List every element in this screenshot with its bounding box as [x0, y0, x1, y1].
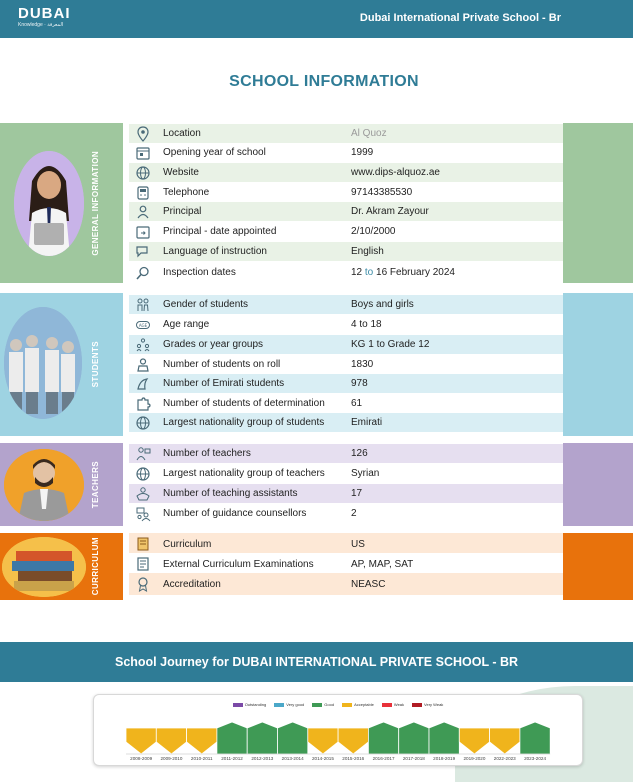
- rating-marker: [187, 728, 217, 754]
- info-value: 61: [351, 398, 363, 409]
- year-label: 2009-2010: [160, 756, 183, 761]
- info-label: Largest nationality group of students: [163, 417, 325, 428]
- info-value: 4 to 18: [351, 319, 382, 330]
- location-pin-icon: [135, 126, 151, 142]
- info-label: Principal: [163, 206, 202, 217]
- info-value: 978: [351, 378, 368, 389]
- legend-label: Very good: [286, 702, 305, 707]
- year-label: 2019-2020: [463, 756, 486, 761]
- info-label: Location: [163, 128, 201, 139]
- info-row: [129, 533, 563, 555]
- students-table: [129, 295, 563, 435]
- rating-marker: [278, 722, 308, 754]
- legend-swatch: [274, 703, 284, 707]
- grades-icon: [135, 337, 151, 353]
- info-row: [129, 374, 563, 393]
- student-girl-photo: [14, 151, 84, 256]
- website-link[interactable]: www.dips-alquoz.ae: [351, 167, 440, 178]
- info-value: 97143385530: [351, 187, 413, 198]
- rating-marker: [368, 722, 398, 754]
- info-value: Boys and girls: [351, 299, 414, 310]
- info-label: Largest nationality group of teachers: [163, 468, 325, 479]
- students-section-label: STUDENTS: [90, 341, 100, 388]
- teachers-table: [129, 444, 563, 524]
- calendar-icon: [135, 145, 151, 161]
- legend-item: [312, 702, 334, 707]
- age-icon: [135, 317, 151, 333]
- info-label: Number of Emirati students: [163, 378, 285, 389]
- assistant-icon: [135, 486, 151, 502]
- info-label: Principal - date appointed: [163, 226, 277, 237]
- info-row: [129, 143, 563, 162]
- info-label: Gender of students: [163, 299, 249, 310]
- calendar-arrow-icon: [135, 224, 151, 240]
- year-label: 2017-2018: [402, 756, 425, 761]
- info-row: [129, 183, 563, 202]
- legend-swatch: [233, 703, 243, 707]
- info-row: [129, 163, 563, 182]
- year-label: 2012-2013: [251, 756, 274, 761]
- curriculum-section-label: CURRICULUM: [90, 537, 100, 596]
- school-journey-title: School Journey for DUBAI INTERNATIONAL PRIVATE SCHOOL - BR: [114, 655, 519, 669]
- gender-icon: [135, 297, 151, 313]
- school-name-header: Dubai International Private School - Br: [359, 12, 561, 24]
- info-label: Telephone: [163, 187, 210, 198]
- legend-item: [274, 702, 304, 707]
- rating-marker: [429, 722, 459, 754]
- year-label: 2014-2015: [311, 756, 334, 761]
- counsellor-icon: [135, 506, 151, 522]
- rating-marker: [338, 728, 368, 754]
- info-label: Inspection dates: [163, 267, 236, 278]
- info-row: [129, 484, 563, 503]
- info-value: Dr. Akram Zayour: [351, 206, 429, 217]
- award-icon: [135, 576, 151, 592]
- speech-icon: [135, 244, 151, 260]
- rating-marker: [490, 728, 520, 754]
- teacher-icon: [135, 446, 151, 462]
- info-label: Website: [163, 167, 199, 178]
- info-value: NEASC: [351, 578, 386, 590]
- info-label: Language of instruction: [163, 246, 267, 257]
- person-icon: [135, 204, 151, 220]
- rating-marker: [399, 722, 429, 754]
- legend-label: Outstanding: [244, 702, 267, 707]
- globe-icon: [135, 165, 151, 181]
- info-row: [129, 295, 563, 314]
- info-row: [129, 124, 563, 143]
- info-row: [129, 315, 563, 334]
- magnifier-icon: [135, 265, 151, 281]
- info-label: Number of students of determination: [163, 398, 325, 409]
- legend-item: [342, 702, 374, 707]
- globe-icon: [135, 415, 151, 431]
- year-label: 2010-2011: [190, 756, 213, 761]
- logo-text: DUBAI: [18, 5, 71, 22]
- info-row: [129, 504, 563, 523]
- info-value: US: [351, 538, 365, 550]
- info-row: [129, 242, 563, 261]
- rating-marker: [459, 728, 489, 754]
- legend-swatch: [312, 703, 322, 707]
- general-section-label: GENERAL INFORMATION: [90, 150, 100, 256]
- exam-icon: [135, 556, 151, 572]
- dubai-knowledge-logo: [18, 6, 71, 28]
- year-label: 2008-2009: [130, 756, 153, 761]
- rating-marker: [156, 728, 186, 754]
- info-value: Emirati: [351, 417, 383, 428]
- year-label: 2015-2016: [342, 756, 365, 761]
- legend-swatch: [342, 703, 352, 707]
- info-label: Opening year of school: [163, 147, 266, 158]
- info-row: [129, 464, 563, 483]
- year-label: 2023-2024: [524, 756, 547, 761]
- year-label: 2022-2023: [493, 756, 516, 761]
- info-label: Number of guidance counsellors: [163, 508, 307, 519]
- svg-text:AGE: AGE: [138, 322, 148, 328]
- emirati-icon: [135, 376, 151, 392]
- legend-swatch: [382, 703, 392, 707]
- puzzle-icon: [135, 396, 151, 412]
- page-title: SCHOOL INFORMATION: [229, 73, 419, 90]
- info-row: [129, 202, 563, 221]
- year-label: 2018-2019: [433, 756, 456, 761]
- rating-marker: [247, 722, 277, 754]
- curriculum-right-panel: [563, 533, 633, 600]
- info-value: 1999: [351, 147, 374, 158]
- info-value: Al Quoz: [351, 128, 387, 139]
- legend-item: [233, 702, 267, 707]
- info-value: 2: [351, 508, 357, 519]
- info-value: AP, MAP, SAT: [351, 558, 414, 570]
- info-label: Number of teaching assistants: [163, 488, 298, 499]
- info-value: English: [351, 246, 384, 257]
- info-label: Curriculum: [163, 538, 212, 550]
- school-journey-title-bar: [0, 642, 633, 682]
- info-value: 17: [351, 488, 363, 499]
- info-value: Syrian: [351, 468, 380, 479]
- legend-label: Good: [324, 702, 335, 707]
- legend-label: Very Weak: [424, 702, 444, 707]
- info-row: [129, 335, 563, 354]
- legend-label: Weak: [393, 702, 405, 707]
- info-row: [129, 553, 563, 575]
- info-row: [129, 573, 563, 595]
- rating-marker: [126, 728, 156, 754]
- legend-label: Acceptable: [354, 702, 374, 707]
- info-row: [129, 263, 563, 282]
- teachers-right-panel: [563, 443, 633, 526]
- info-label: Accreditation: [163, 578, 221, 590]
- info-row: [129, 413, 563, 432]
- info-value: 126: [351, 448, 368, 459]
- rating-marker: [217, 722, 247, 754]
- students-right-panel: [563, 293, 633, 436]
- legend-swatch: [412, 703, 422, 707]
- info-label: Age range: [163, 319, 210, 330]
- logo-subtext: Knowledge · المعرفة: [18, 22, 64, 28]
- info-label: Number of students on roll: [163, 359, 281, 370]
- books-photo: [2, 537, 86, 597]
- info-label: Grades or year groups: [163, 339, 264, 350]
- student-icon: [135, 357, 151, 373]
- info-row: [129, 355, 563, 374]
- info-label: External Curriculum Examinations: [163, 558, 314, 570]
- info-value: KG 1 to Grade 12: [351, 339, 430, 350]
- legend-item: [382, 702, 404, 707]
- info-label: Number of teachers: [163, 448, 251, 459]
- info-value: 12 to 16 February 2024: [351, 267, 455, 278]
- students-group-photo: [4, 307, 82, 419]
- year-label: 2011-2012: [221, 756, 243, 761]
- year-label: 2016-2017: [372, 756, 395, 761]
- general-info-table: [129, 123, 563, 283]
- rating-marker: [308, 728, 338, 754]
- general-right-panel: [563, 123, 633, 283]
- rating-legend: [94, 702, 582, 707]
- teachers-section-label: TEACHERS: [90, 460, 100, 509]
- phone-icon: [135, 185, 151, 201]
- info-row: [129, 222, 563, 241]
- header-bar: [0, 0, 633, 38]
- info-value: 1830: [351, 359, 374, 370]
- curriculum-table: [129, 533, 563, 600]
- book-icon: [135, 536, 151, 552]
- info-row: [129, 394, 563, 413]
- legend-item: [412, 702, 443, 707]
- year-label: 2013-2014: [281, 756, 304, 761]
- info-value: 2/10/2000: [351, 226, 396, 237]
- info-row: [129, 444, 563, 463]
- rating-timeline: [126, 720, 556, 762]
- teacher-photo: [4, 449, 84, 521]
- globe-icon: [135, 466, 151, 482]
- rating-marker: [520, 722, 550, 754]
